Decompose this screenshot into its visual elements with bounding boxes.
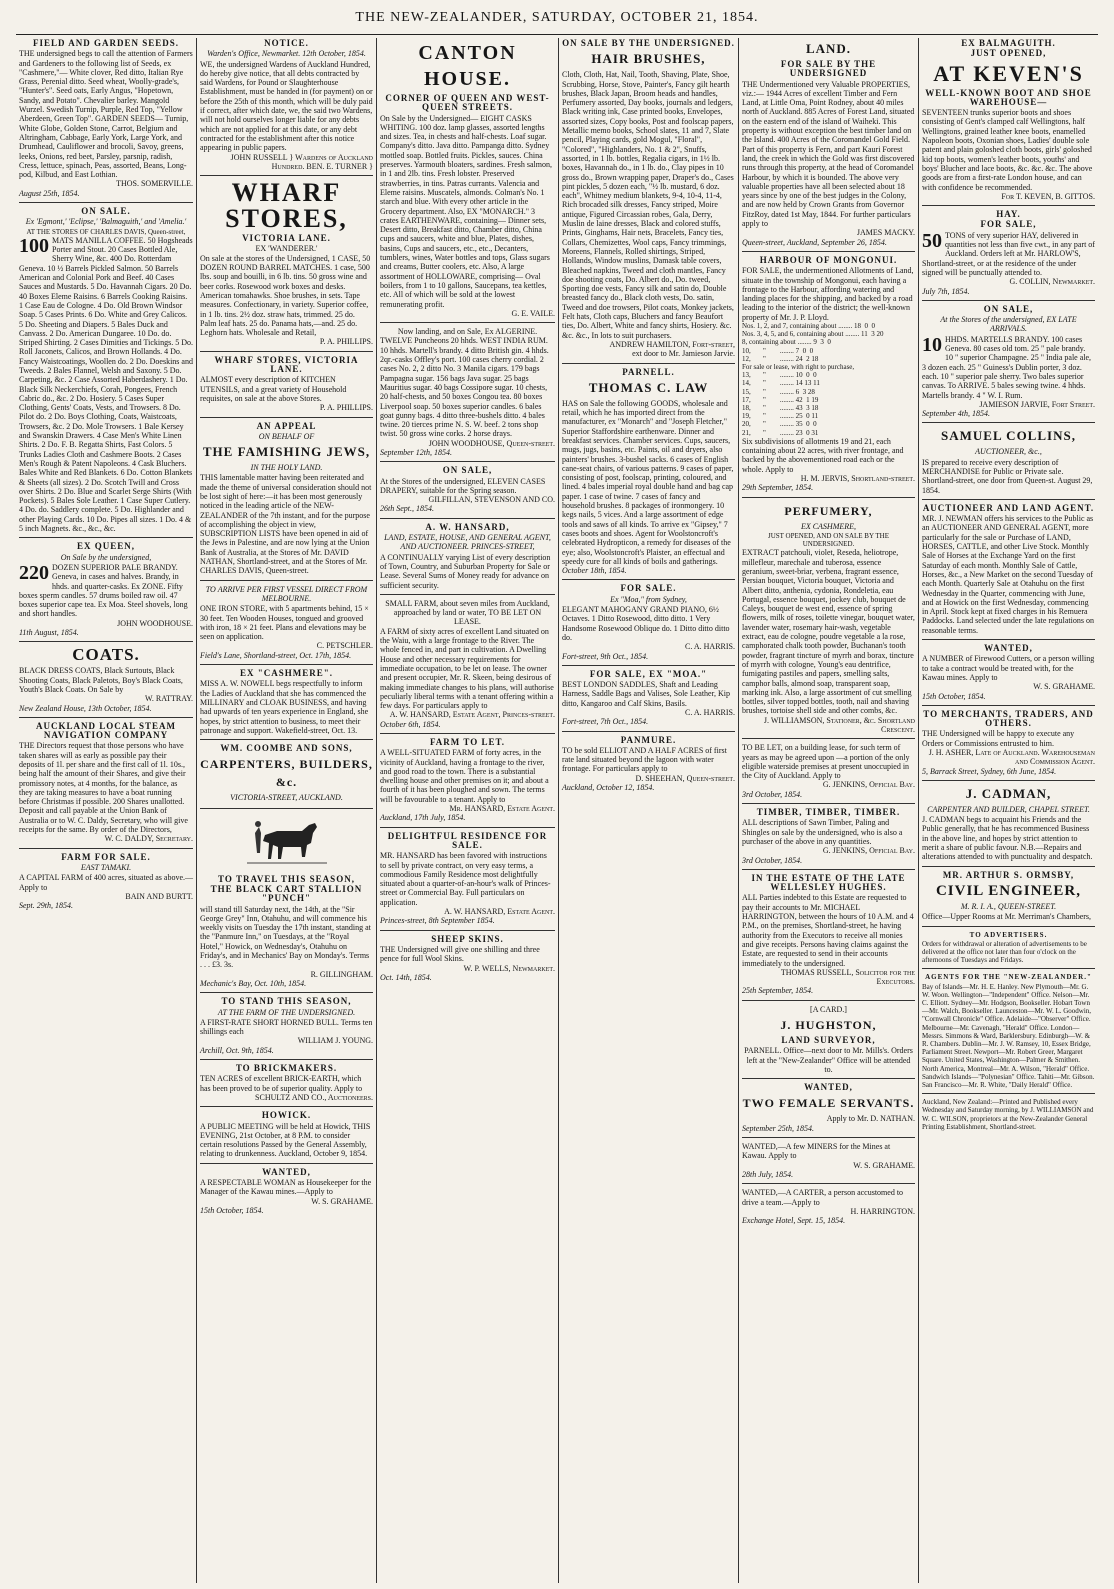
ad-body: THE undersigned begs to call the attention of Farmers and Gardeners to the following list of Seeds, ex "Cashmere,"— White clover, Red ditto, Italian Rye Grass, Perenial ditto. Seed wheat, Woolly-grade's, "Hunter's". Seed oats, Early Angus, "Hopetown, Sandy, and Potato". Chevalier barley. Mangold Wurzel. Swedish Turnip, Purple, Red Top, "Yellow Aberdeen, Green Top". GARDEN SEEDS— Turnip, White Globe, Golden Stone, Carrot, Belgium and Altringham, Cabbage, Early York, Large York, and Drumhead, Cauliflower and brocoli, Savoy, greens, leeks, Onions, red beet, Parsley, parsnip, radish, Cress, lettuce, spinach, Peas, assorted, Beans, Long-pod, Kilbud, and East Lothian.	[19, 49, 193, 180]
ad-date: Mechanic's Bay, Oct. 10th, 1854.	[200, 978, 307, 988]
ad-subheading: Ex "Moa," from Sydney,	[610, 594, 687, 604]
ad-perfumery	[742, 502, 915, 740]
ad-heading: TO STAND THIS SEASON,	[221, 996, 352, 1007]
ad-body: IS prepared to receive every description of MERCHANDISE for Public or Private sale. Shortland-street, one door from Queen-st. August 29, 1854.	[922, 457, 1093, 495]
allotment-row: 14, " ........ 14 13 11	[742, 379, 820, 388]
ad-heading: FARM FOR SALE.	[61, 851, 151, 862]
ad-headline: AT KEVEN'S	[933, 60, 1084, 86]
ad-firewood-cutters	[922, 644, 1095, 706]
ad-date: 5, Barrack Street, Sydney, 6th June, 1854.	[922, 766, 1057, 776]
ad-signature: W. C. DALDY, Secretary.	[104, 834, 193, 844]
ad-heading: ON SALE.	[81, 206, 131, 217]
ad-big-number: 50	[922, 229, 942, 252]
ad-headline: THOMAS C. LAW	[588, 379, 709, 395]
ad-heading: IN THE ESTATE OF THE LATE WELLESLEY HUGHES.	[751, 872, 906, 893]
ad-body: ALL descriptions of Sawn Timber, Paling and Shingles on sale by the undersigned, who is also a purchaser of the above in any quantities.	[742, 818, 903, 846]
ad-heading: ON SALE,	[983, 303, 1034, 314]
ad-body: A FARM of sixty acres of excellent Land situated on the Waiu, with a large frontage to the River. The whole fenced in, and part in cultivation. A Dwelling House and other necessary requirements for immediate occupation, to be let on lease. The owner and present occupier, Mr. R. Skeen, being desirous of making immediate changes to his plans, will authorise peculiarly liberal terms with a tenant offering within a few days. For particulars apply to	[380, 626, 554, 711]
ad-subheading: AUCTIONEER, &c.,	[975, 447, 1042, 457]
ad-thomas-law	[562, 368, 735, 581]
ad-heading: HOWICK.	[261, 1110, 312, 1121]
ad-date: 25th September, 1854.	[742, 986, 814, 996]
ad-body: THE Directors request that those persons who have taken shares will as early as possible pay their deposits of 1l. per share and the first call of 1l. 10s., being half the amount of their Shares, and give their promissory notes, at 4 months, for the balance, as they are taking measures to have a boat running before Christmas if possible. 200 Shares unallotted. Deposit and call payable at the Union Bank of Australia or to W. C. Daldy, Secretary, who will give receipts for the same. By order of the Directors,	[19, 741, 188, 835]
ad-headline: SAMUEL COLLINS,	[941, 428, 1076, 444]
ad-date: Fort-street, 9th Oct., 1854.	[562, 651, 649, 661]
ad-subheading: At the Stores of the undersigned, EX LATE ARRIVALS.	[940, 315, 1077, 334]
ad-subheading: Warden's Office, Newmarket. 12th October, 1854.	[207, 49, 366, 59]
column-3	[376, 38, 558, 1583]
ad-heading: PERFUMERY,	[784, 503, 873, 518]
printer-imprint: Auckland, New Zealand:—Printed and Published every Wednesday and Saturday morning, by J. WILLIAMSON and W. C. WILSON, proprietors at the New-Zealander General Printing Establishment, Shortland-street.	[922, 1098, 1094, 1131]
ad-heading: WM. COOMBE AND SONS,	[220, 743, 353, 754]
ad-body: Cloth, Cloth, Hat, Nail, Tooth, Shaving, Plate, Shoe, Scrubbing, Horse, Stove, Painter's, Fancy gilt hearth brushes, Black Japan, Broom heads and handles, Perfumery assorted, Day books, journals and ledgers, Black writing ink, Case printed books, Envelopes, assorted sizes, Copy books, Post and foolscap papers, Metallic memo books, School slates, 11 and 7, Slate pencil, Playing cards, gold Mogul, "Floral", "Colored", "Highlanders, No. 1 & 2", Snuffs, assorted, in 1 lb. bottles, Regalia cigars, in 1½ lb. boxes, Havannah do., in 1 lb. do., Clay pipes in 10 gross do., Brown wrapping paper, Draper's do., Cases pint pickles, 5 dozen each, "½ lb. mustard, 6 doz. each", Whitney medium blankets, 9-4, 10-4, 11-4, Rich brocaded silk dresses, Fancy striped, Moire antique, Figured Circassian robes, Gala, Derry, Muslin de laine dresses, Black and colored stuffs, Prints, Ginghams, Hair nets, Bracelets, Fancy ties, Collars, Chemizettes, Wool caps, Fancy trimmings, Moreens, Flannels, Rolled shirtings, Striped, Hollands, Window muslins, Damask table covers, Bleached napkins, Tweed and cloth mantles, Fancy doe shooting coats, Do. Albert do., Do. tweed, Sporting doe vests, Fancy silk and satin do, Double breasted fancy do., Black cloth vests, Do. satin, Tweed and doe trowsers, Pilot coats, Monkey jackets, Felt hats, Cloth caps, Bluchers and fancy Beaufort ties, Do. Albert, White and fancy shirts, Hosiery. &c. &c. &c., In lots to suit purchasers.	[562, 70, 734, 340]
newspaper-columns	[16, 38, 1098, 1583]
ad-big-number: 100	[19, 234, 49, 257]
ad-signature: A. W. HANSARD, Estate Agent.	[444, 907, 555, 917]
ad-subheading: VICTORIA LANE.	[242, 233, 331, 244]
ad-signature: ANDREW HAMILTON, Fort-street,	[609, 339, 735, 349]
allotment-row: 17, " ........ 42 1 19	[742, 395, 819, 404]
ad-date: August 25th, 1854.	[19, 188, 80, 198]
ad-hay	[922, 210, 1095, 301]
ad-body: WE, the undersigned Wardens of Auckland Hundred, do hereby give notice, that all debts contracted by said Wardens, for Pound or Slaughterhouse Establishment, must be handed in (for payment) on or before the 25th of this month, which will be duly paid if correct, after which date, we, the said two Wardens, will not hold ourselves longer liable for any debts which are not applied for at this date, or any debt contracted for the establishment after this notice appearing in public papers.	[200, 59, 373, 153]
ad-heading: TO BRICKMAKERS.	[235, 1063, 338, 1074]
ad-subheading: JUST OPENED, AND ON SALE BY THE UNDERSIGNED.	[767, 531, 890, 549]
ad-subheading: FOR SALE BY THE UNDERSIGNED	[780, 59, 877, 79]
ad-date: 3rd October, 1854.	[742, 789, 803, 799]
ad-brickmakers	[200, 1064, 373, 1107]
ad-sheep-skins	[380, 935, 555, 986]
ad-newman-auctioneer	[922, 504, 1095, 640]
ad-signature: THOMAS RUSSELL, Solicitor for the Executors.	[780, 967, 915, 987]
ad-signature: W. S. GRAHAME.	[1033, 682, 1095, 692]
ad-date: Auckland, October 12, 1854.	[562, 783, 655, 793]
ad-big-number: 10	[922, 333, 942, 356]
ad-subheading: IN THE HOLY LAND.	[250, 463, 323, 473]
column-4	[558, 38, 738, 1583]
ad-subheading: JUST OPENED,	[970, 48, 1047, 59]
ad-headline: CARPENTERS, BUILDERS, &c.	[200, 757, 373, 790]
ad-subheading: AT THE FARM OF THE UNDERSIGNED.	[217, 1007, 356, 1017]
ad-signature: JAMES MACKY.	[856, 228, 915, 238]
ad-heading: AN APPEAL	[256, 420, 317, 431]
ad-coats	[19, 646, 193, 717]
ad-heading: FOR SALE.	[620, 583, 677, 594]
ad-heading: EX QUEEN,	[76, 541, 135, 552]
ad-signature: GILFILLAN, STEVENSON AND CO.	[428, 495, 555, 505]
ad-samuel-collins	[922, 427, 1095, 499]
ad-signature: W. S. GRAHAME.	[311, 1196, 373, 1206]
ad-merchants-traders	[922, 710, 1095, 781]
ad-headline: CIVIL ENGINEER,	[935, 882, 1082, 899]
ad-body: EXTRACT patchouli, violet, Reseda, heliotrope, millefleur, marechale and tuberosa, essence geranium, sweet-briar, verbena, fragrant essence, Persian bouquet, Victoria bouquet, Victoria and Albert ditto, anthenia, cydonia, Rondeletia, eau Portugal, essence bouquet, jockey club, bouquet de Caleys, bouquet de west end, essence of spring flowers, milk of roses, toilette vinegar, bouquet water, lavender water, rosemary hair-wash, vegetable extract, eau de cologne, poudre vegetable a la rose, camphorated chalk tooth powder, Buchanan's tooth powder, fragrant tincture of myrrh and borax, tincture of myrrh with cologne, Young's eau dentrifice, fumigating pastiles and papers, smelling salts, camphor balls, almond soap, transparent soap, marking ink. Also, a large assortment of cut smelling bottles, silver topped bottles, tooth, nail and shaving brushes, tortoise shell side and other combs, &c.	[742, 548, 915, 716]
ad-body: ALL Parties indebted to this Estate are requested to pay their accounts to Mr. MICHAEL HARRINGTON, between the hours of 10 A.M. and 4 P.M., on the premises, Shortland-street, he having authority from the Executors to receive all monies and give receipts. Persons having claims against the Estate, are requested to send in their accounts immediately to the undersigned.	[742, 893, 914, 968]
ad-body: HAS on Sale the following GOODS, wholesale and retail, which he has imported direct from the manufacturer, ex "Monarch" and "Joseph Fletcher," Superior Staffordshire earthenware. Dinner and breakfast services. Chamber services. Cups, saucers, mugs, jugs, basins, etc. Paints, oil and dryers, also painters' brushes. 3-bushel sacks. 6 cases of English cane-seat chairs, of various patterns. 9 cases of paper, consisting of post, foolscap, printing, coloured, and lined. 4 bales imperial royal double hand and bag cap paper. 1 case of twine. 7 cases of fancy and household brushes. 8 packages of ironmongery. 10 kegs nails, 5 vices. And a large assortment of edge tools and saws of all kinds. To arrive ex "Gipsey," 7 cases boots and shoes. Agent for Woolstoncroft's celebrated Hydropticon, a remedy for diseases of the eye; also, Woolstoncroft's Plaister, an effectual and speedy cure for all kinds of boils and gatherings.	[562, 398, 734, 566]
ad-subheading: On Sale by the undersigned,	[60, 552, 152, 562]
ad-heading: DELIGHTFUL RESIDENCE FOR SALE.	[387, 830, 548, 850]
ad-body: PARNELL. Office—next door to Mr. Mills's. Orders left at the "New-Zealander" Office will be attended to.	[744, 1046, 913, 1074]
ad-date: July 7th, 1854.	[922, 286, 970, 296]
ad-subheading: LAND SURVEYOR,	[781, 1035, 876, 1045]
ad-big-number: 220	[19, 561, 49, 584]
ad-wanted-carter	[742, 1188, 915, 1229]
allotment-row: 21, " ........ 23 0 31	[742, 428, 819, 437]
allotment-row: For sale or lease, with right to purchase,	[742, 363, 855, 372]
ad-body: THIS lamentable matter having been reiterated and made the theme of universal consideration should not be lost sight of here:—it has been most generously noticed in the leading article of the NEW-ZEALANDER of the 7th instant, and for the purpose of accomplishing the object in view, SUBSCRIPTION LISTS have been opened in aid of the Jews in Palestine, and are now lying at the Union Bank of Australia, at the Stores of Mr. DAVID NATHAN, Shortland-street, and at the Stores of Mr. CHARLES DAVIS, Queen-street.	[200, 473, 372, 576]
ad-heading: FOR SALE, EX "MOA."	[589, 668, 708, 679]
ad-late-arrivals	[922, 305, 1095, 424]
ad-body: On Sale by the Undersigned— EIGHT CASKS WHITING. 100 doz. lamp glasses, assorted lengths and sizes. Tea, in chests and half-chests. Loaf sugar. Company's ditto. Java ditto. Pampanga ditto. Sydney mottled soap. Bottled fruits. Pickles, sauces. China preserves. Yarmouth bloaters, sardines. Fresh salmon, in 1 and 2lb. tins. Fresh lobster. Preserved strawberries, in tins. Patras currants. Valencia and Eleme raisins. Muscatels, almonds. Colman's No. 1 starch and blue. With every other article in the Grocery department. Also, EX "MONARCH." 3 crates EARTHENWARE, containing— Dinner sets, Desert ditto, Breakfast ditto, Chamber ditto, China cups and saucers, white and blue, Plates, dishes, basins, Cups and saucers, etc., etc., Decanters, tumblers, wines, Water bottles and tops, Glass sugars and creams, Butter coolers, etc. Also, A large assortment of HOLLOWARE, comprising— Oval boilers, from 1 to 10 gallons, Saucepans, tea kettles, etc. All of which will be sold at the lowest remunerating profit.	[380, 113, 552, 309]
ad-date: Oct. 14th, 1854.	[380, 972, 432, 982]
ad-subheading: EX 'WANDERER.'	[255, 244, 318, 254]
ad-kevens-boots	[922, 39, 1095, 206]
ad-signature: W. RATTRAY.	[145, 694, 193, 704]
ad-body: MATS MANILLA COFFEE. 50 Hogsheads Porter and Stout. 20 Cases Bottled Ale, Sherry Wine, &c. 400 Do. Rotterdam Geneva. 10 ½ Barrels Pickled Salmon. 50 Barrels American and Colonial Pork and Beef. 40 Cases Sauces and Mustards. 5 Do. Havannah Cigars. 20 Do. 40 Boxes Eleme Raisins. 6 Barrels Cooking Raisins. 1 Case Eau de Cologne. 4 Do. Old Brown Windsor Soap. 5 Cases Prints. 6 Do. White and Grey Calicos. 5 Do. Sheeting and Diapers. 5 Bales Duck and Canvass. 2 Do. American Dungaree. 10 Do. do. Striped Shirting. 2 Cases Dimities and Tickings. 5 Do. Roll Jaconets, Calicos, and Brown Hollands. 4 Do. Fancy Waistcoatings, Woollen do. 2 Do. Doeskins and Tweeds. 2 Bales Flannel, Welsh and Saxony. 5 Do. Carpeting, &c. 2 Case Assorted Haberdashery. 1 Do. Black Silk Neckerchiefs, Corah, Pongees, French Cabric do., &c. 2 Do. Hosiery. 5 Cases Super Clothing, Gents' Coats, Vests, and Trowsers. 8 Do. Pilot do. 2 Do. Boys Clothing, Coats, Waistcoats, Trowsers, &c. 2 Do. Mole Trowsers. 1 Bale Kersey and Swanskin Drawers. 4 Case Men's White Linen Shirts. 2 Do. F. B. Regatta Shirts, Fast Colors. 5 Trunks Ladies Cloth and Cashmere Boots. 2 Cases Men's Rough & Patent Napoleons. 4 Cask Bluchers. Bales White and Red Blankets. 6 Do. Cotton Blankets & Sheets (all sizes). 2 Do. Scotch Twill and Cross over Shirts. 2 Do. Blue and Scarlet Serge Shirts (With Pockets). 5 Bales Sole Leather. 1 Case Super Cutlery. 4 Do. do. Saddlery complete. 5 Do. Highlander and other Playing Cards. 10 Do. Pipes all sizes. 1 Do. 4 & 5 inch Magnets. &c., &c., &c.	[19, 235, 194, 534]
notice-to-advertisers	[922, 931, 1095, 970]
ad-body: TEN ACRES of excellent BRICK-EARTH, which has been proved to be of superior quality. Apply to	[200, 1074, 363, 1093]
ad-drapery	[380, 466, 555, 518]
ad-body: A CONTINUALLY varying List of every description of Town, Country, and Suburban Property for Sale or Lease. Several Sums of Money ready for advance on sufficient security.	[380, 552, 551, 590]
ad-on-sale-davis	[19, 207, 193, 538]
column-5	[738, 38, 918, 1583]
ad-date: New Zealand House, 13th October, 1854.	[19, 703, 152, 713]
allotment-row: 8, containing about ........ 9 3 0	[742, 338, 831, 347]
ad-cadman-builder	[922, 785, 1095, 867]
ad-heading: TO TRAVEL THIS SEASON,	[218, 873, 355, 884]
ad-heading: TO ARRIVE PER FIRST VESSEL DIRECT FROM MELBOURNE.	[205, 584, 368, 603]
ad-to-be-let	[742, 743, 915, 804]
ad-date: 11th August, 1854.	[19, 628, 79, 638]
ad-body: A WELL-SITUATED FARM of forty acres, in the vicinity of Auckland, having a frontage to the river, and good road to the town. There is a substantial dwelling house and other premises on it; and about a fourth of it has been ploughed and sown. The terms will be favourable to a tenant. Apply to	[380, 748, 549, 804]
ad-date: Fort-street, 7th Oct., 1854.	[562, 717, 649, 727]
ad-headline: J. CADMAN,	[965, 785, 1052, 801]
ad-headline: TWO FEMALE SERVANTS.	[742, 1096, 915, 1111]
masthead-rule	[16, 34, 1098, 35]
ad-date: Sept. 29th, 1854.	[19, 901, 73, 911]
column-1	[16, 38, 196, 1583]
allotment-row: Nos. 3, 4, 5, and 6, containing about ........ 11 3 20	[742, 330, 884, 339]
ad-body: will stand till Saturday next, the 14th, at the "Sir George Grey" Inn, Otahuhu, and will commence his weekly visits on Tuesday the 17th instant, standing at the "Panmure Inn," on Tuesdays, at the "Royal Hotel," Howick, on Wednesday's, Otahuhu on Friday's, and in Mechanics' Bay on Monday's. Terms . . . £3. 3s.	[200, 904, 371, 970]
ad-heading: [A CARD.]	[810, 1004, 847, 1014]
ad-date: September 4th, 1854.	[922, 409, 990, 419]
ad-wharf-stores	[200, 180, 373, 352]
ad-signature: H. HARRINGTON.	[850, 1206, 915, 1216]
ad-appeal-jews	[200, 422, 373, 581]
allotment-row: 15, " ........ 6 3 28	[742, 387, 815, 396]
ad-heading: A. W. HANSARD,	[425, 521, 510, 532]
ad-stallion-punch	[200, 813, 373, 994]
ad-date: 15th October, 1854.	[922, 691, 986, 701]
ad-signature: THOS. SOMERVILLE.	[116, 179, 193, 189]
column-2	[196, 38, 376, 1583]
ad-howick-meeting	[200, 1111, 373, 1163]
horse-illustration	[247, 813, 327, 871]
ad-date: 29th September, 1854.	[742, 483, 814, 493]
ad-signature: G. JENKINS, Official Bay.	[822, 846, 915, 856]
allotment-row: 12, " ........ 24 2 18	[742, 354, 819, 363]
ad-body: Orders for withdrawal or alteration of advertisements to be delivered at the office not later than four o'clock on the afternoons of Tuesdays and Fridays.	[922, 939, 1087, 965]
ad-wanted-miners	[742, 1142, 915, 1184]
ad-subheading: EX CASHMERE,	[800, 521, 857, 531]
allotment-row: 20, " ........ 35 0 0	[742, 420, 817, 429]
ad-heading: Now landing, and on Sale, Ex ALGERINE.	[397, 327, 538, 337]
ad-signature: H. M. JERVIS, Shortland-street.	[800, 474, 915, 484]
ad-signature: BAIN AND BURTT.	[125, 891, 193, 901]
ad-heading: AUCTIONEER AND LAND AGENT.	[922, 502, 1095, 513]
ad-body: Bay of Islands—Mr. H. E. Hanley. New Plymouth—Mr. G. W. Woon. Wellington—"Independent" Office. Nelson—Mr. C. Elliott. Sydney—Mr. Hodgson, Bookseller. Hobart Town—Mr. Walch, Bookseller. Launceston—Mr. W. L. Goodwin, "Cornwall Chronicle" Office. Adelaide—"Observer" Office. Melbourne—Mr. Cavenagh, "Herald" Office. London—Messrs. Simmons & Ward, Barklersbury. Edinburgh—W. & R. Chambers. Dublin—Mr. J. W. Ramsey, 10, Essex Bridge, Parliament Street. Newport—Mr. Robert Greer, Margaret Square. United States, Washington—Palmer & Smithen. North America, Montreal—Mr. A. Wilson, "Herald" Office. Sandwich Islands—"Polynesian" Office. Tahiti—Mr. Gibson. San Francisco—Mr. R. White, "Daily Herald" Office.	[922, 982, 1095, 1090]
ad-heading: COATS.	[72, 645, 140, 665]
ad-date: September 25th, 1854.	[742, 1123, 814, 1133]
ad-melbourne-iron-store	[200, 585, 373, 665]
ad-date: Archill, Oct. 9th, 1854.	[200, 1045, 274, 1055]
ad-address: ext door to Mr. Jamieson Jarvie.	[632, 349, 735, 359]
ad-date: 28th July, 1854.	[742, 1169, 794, 1179]
ad-body: ONE IRON STORE, with 5 apartments behind, 15 × 30 feet. Ten Wooden Houses, tongued and grooved with iron, 18 × 21 feet. Plans and elevations may be seen on application.	[200, 604, 369, 642]
ad-heading: TO MERCHANTS, TRADERS, AND OTHERS.	[923, 708, 1094, 729]
ad-signature: D. SHEEHAN, Queen-street.	[635, 773, 735, 783]
ad-signature: G. COLLIN, Newmarket.	[1009, 277, 1095, 287]
ad-body: Apply to Mr. D. NATHAN.	[826, 1114, 915, 1124]
ad-ormsby-engineer	[922, 871, 1095, 927]
ad-heading: HARBOUR OF MONGONUI.	[759, 254, 898, 265]
ad-heading: EX BALMAGUITH.	[961, 38, 1056, 48]
ad-heading: SHEEP SKINS.	[431, 933, 504, 944]
ad-body: A RESPECTABLE WOMAN as Housekeeper for the Manager of the Kawau mines.—Apply to	[200, 1178, 372, 1197]
ad-heading: WANTED,	[984, 643, 1033, 654]
ad-signature: C. A. HARRIS.	[684, 708, 735, 717]
agents-list	[922, 973, 1095, 1094]
ad-signature: J. H. ASHER, Late of Auckland. Warehouseman and Commission Agent.	[928, 748, 1095, 767]
ad-hair-brushes	[562, 39, 735, 364]
ad-subheading: WELL-KNOWN BOOT AND SHOE WAREHOUSE—	[925, 87, 1092, 107]
ad-date: September 12th, 1854.	[380, 447, 452, 457]
ad-heading: SMALL FARM, about seven miles from Auckland, approached by land or water, TO BE LET ON LEASE.	[385, 598, 550, 627]
ad-signature: A. W. HANSARD, Estate Agent, Princes-street.	[389, 710, 555, 720]
ad-body: ELEGANT MAHOGANY GRAND PIANO, 6½ Octaves. 1 Ditto Rosewood, ditto ditto. 1 Very Handsome Rosewood Oblique do. 1 Ditto ditto ditto do.	[562, 605, 730, 642]
ad-algerine-rum	[380, 327, 555, 462]
ad-signature: For T. KEVEN, B. GITTOS.	[1001, 191, 1095, 201]
ad-signature: JOHN WOODHOUSE, Queen-street.	[428, 438, 555, 448]
ad-subheading: Ex 'Egmont,' 'Eclipse,' 'Balmaguith,' and 'Amelia.'	[25, 217, 187, 227]
ad-body: SEVENTEEN trunks superior boots and shoes consisting of Gent's clamped calf Wellingtons, half Wellingtons, grained leather knee boots, enamelled Napoleon boots, Oxonian shoes, Ladies' double sole patent and plain goloshed cloth boots, girls' goloshed kid top boots, women's leather boots, youths' and boys' Blucher and lace boots, &c. &c. &c. The above goods are from a first-rate London house, and can with confidence be recommended.	[922, 108, 1093, 192]
ad-subheading: ON BEHALF OF	[258, 431, 315, 441]
ad-heading: FARM TO LET.	[429, 737, 506, 747]
ad-signature: Mr. HANSARD, Estate Agent.	[449, 804, 555, 814]
allotment-row: Nos. 1, 2, and 7, containing about ........ 18 0 0	[742, 322, 875, 331]
ad-body: THE Undermentioned very Valuable PROPERTIES, viz.:— 1944 Acres of excellent Timber and Fern Land, at Little Oma, Point Rodney, about 40 miles north of Auckland. 885 Acres of Forest Land, situated on the eastern end of the island of Waiheki. This property is without exception the best timber land on the Island. 400 Acres of the Coromandel Gold Field. Part of this property is Fern, and part Kauri Forest land, the creek in which the Gold was first discovered runs through this property, at the head of Coromandel Harbour, by which it is bounded. The above very valuable properties have all been selected about 18 years since by one of the best judges in the Colony, and are now held by Crown Grants from Governor FitzRoy, dated 1st May, 1844. For further particulars apply to	[742, 79, 915, 229]
ad-body: THE Undersigned will give one shilling and three pence for full Wool Skins.	[380, 944, 540, 964]
ad-subheading: FOR SALE,	[980, 219, 1037, 230]
ad-date: 15th October, 1854.	[200, 1205, 264, 1215]
allotment-row: 19, " ........ 25 0 11	[742, 412, 819, 421]
ad-body: THE Undersigned will be happy to execute any Orders or Commissions entrusted to him.	[922, 729, 1075, 748]
ad-wanted-housekeeper	[200, 1168, 373, 1219]
ad-hughston-surveyor	[742, 1005, 915, 1079]
ad-subheading: LAND, ESTATE, HOUSE, AND GENERAL AGENT, AND AUCTIONEER. PRINCES-STREET,	[384, 533, 551, 552]
ad-signature: SCHULTZ AND CO., Auctioneers.	[255, 1092, 373, 1102]
ad-millinery	[200, 669, 373, 740]
ad-heading: PARNELL.	[622, 366, 675, 377]
allotment-row: 13, " ........ 10 0 0	[742, 371, 817, 380]
ad-harbour-mongonui	[742, 256, 915, 498]
ad-farm-for-sale	[19, 853, 193, 915]
allotment-row: 18, " ........ 43 3 18	[742, 404, 819, 413]
ad-headline: HAIR BRUSHES,	[591, 51, 706, 67]
ad-steam-navigation	[19, 722, 193, 849]
ad-subheading: EAST TAMAKI.	[80, 862, 132, 872]
ad-timber	[742, 808, 915, 870]
ad-body: MISS A. W. NOWELL begs respectfully to inform the Ladies of Auckland that she has commenced the MILLINARY and CLOAK BUSINESS, and having had upwards of ten years experience in England, she hopes, by strict attention to business, to meet their patronage and support. Wakefield-street, Oct. 13.	[200, 679, 369, 735]
ad-date: October 6th, 1854.	[380, 719, 441, 729]
ad-signature: JOHN RUSSELL } Wardens of Auckland Hundred. BEN. E. TURNER }	[230, 152, 373, 171]
ad-heading: WANTED,	[804, 1082, 853, 1093]
ad-subheading: CARPENTER AND BUILDER, CHAPEL STREET.	[927, 804, 1090, 814]
ad-heading: NOTICE.	[264, 38, 309, 48]
ad-body: A CAPITAL FARM of 400 acres, situated as above.—Apply to	[19, 873, 193, 892]
ad-panmure	[562, 736, 735, 797]
ad-body: ALMOST every description of KITCHEN UTENSILS, and a great variety of Household requisites, on sale at the above Stores.	[200, 375, 347, 403]
ad-land-for-sale	[742, 40, 915, 252]
ad-signature: R. GILLINGHAM.	[310, 969, 373, 979]
ad-signature: JAMIESON JARVIE, Fort Street.	[979, 399, 1095, 409]
ad-female-servants	[742, 1083, 915, 1138]
ad-body: HHDS. MARTELLS BRANDY. 100 cases Geneva. 80 cases old tom. 25 " pale brandy. 10 " superior Champagne. 25 " India pale ale, 3 dozen each. 25 " Guiness's Dublin porter, 3 doz. each. 10 " superior pale sherry. Two bales superior canvas. To ARRIVE. 5 bales sewing twine. 4 hhds. Martells brandy. 4 " W. I. Rum.	[922, 334, 1092, 400]
ad-signature: C. PETSCHLER.	[316, 641, 373, 651]
ad-heading: AUCKLAND LOCAL STEAM NAVIGATION COMPANY	[35, 720, 176, 741]
ad-body: TWELVE Puncheons 20 hhds. WEST INDIA RUM. 10 hhds. Martell's brandy. 4 ditto British gin. 4 hhds. 2qr.-casks Offley's port. 100 cases cherry cordial. 2 cases No. 2, 2 ditto No. 3 Manila cigars. 179 bags Pampagna sugar. 156 bags Java sugar. 25 bags Mauritius sugar. 40 bags Cossipore sugar. 10 chests, 20 half-chests, and 50 boxes Congou tea. 80 boxes Liverpool soap. 50 boxes superior candles. 6 bales goat gunny bags. 4 ditto three-bushels ditto. 4 bales twine. 20 tierces prime N. S. W. beef. 2 tons shop twist. 50 gross wine corks. 2 horse drays.	[380, 336, 549, 439]
ad-body: Six subdivisions of allotments 19 and 21, each containing about 22 acres, with river frontage, and backed by the abovementioned road each or the whole. Apply to	[742, 436, 904, 474]
ad-heading: CANTON HOUSE.	[418, 42, 517, 90]
ad-signature: W. S. GRAHAME.	[853, 1160, 915, 1170]
ad-body: TO BE LET, on a building lease, for such term of years as may be agreed upon —a portion of the only eligible waterside premises at present unoccupied in the City of Auckland. Apply to	[742, 743, 910, 781]
ad-body: A FIRST-RATE SHORT HORNED BULL. Terms ten shillings each	[200, 1017, 373, 1037]
ad-body: TO be sold ELLIOT AND A HALF ACRES of first rate land situated beyond the lagoon with water frontage. For particulars apply to	[562, 745, 727, 774]
column-6	[918, 38, 1098, 1583]
ad-farm-to-let	[380, 738, 555, 828]
ad-signature: J. WILLIAMSON, Stationer, &c. Shortland Crescent.	[763, 715, 915, 734]
ad-coombe-carpenters	[200, 744, 373, 809]
ad-signature: P. A. PHILLIPS.	[319, 337, 373, 347]
ad-canton-house	[380, 40, 555, 323]
ad-small-farm	[380, 599, 555, 734]
ad-body: A PUBLIC MEETING will be held at Howick, THIS EVENING, 21st October, at 8 P.M. to consider certain resolutions Passed by the General Assembly, relating to drunkenness. Auckland, October 9, 1854.	[200, 1121, 371, 1159]
ad-date: Exchange Hotel, Sept. 15, 1854.	[742, 1216, 846, 1226]
ad-subheading: M. R. I. A., QUEEN-STREET.	[960, 901, 1057, 911]
ad-notice-wardens	[200, 39, 373, 176]
ad-delightful-residence	[380, 832, 555, 931]
ad-body: WANTED,—A few MINERS for the Mines at Kawau. Apply to	[742, 1142, 891, 1161]
ad-signature: W. P. WELLS, Newmarket.	[463, 963, 555, 973]
ad-wharf-stores-kitchen	[200, 356, 373, 418]
ad-hansard-agent	[380, 523, 555, 595]
ad-body: TONS of very superior HAY, delivered in quantities not less than five cwt., in any part of Auckland. Orders left at Mr. HARLOW'S, Shortland-street, or at the residence of the under signed will be punctually attended to.	[922, 230, 1095, 277]
ad-subheading: AT THE STORES OF CHARLES DAVIS, Queen-street,	[26, 227, 186, 236]
ad-headline: J. HUGHSTON,	[780, 1018, 877, 1032]
ad-signature: P. A. PHILLIPS.	[319, 403, 373, 413]
ad-signature: C. A. HARRIS.	[684, 642, 735, 652]
ad-signature: G. E. VAILE.	[511, 308, 555, 318]
ad-date: 3rd October, 1854.	[742, 855, 803, 865]
ad-body: FOR SALE, the undermentioned Allotments of Land, situate in the township of Mongonui, each having a frontage to the Harbour, affording watering and landing places for the shipping, and backed by a road leading to the interior of the district; the well-known property of Mr. J. P. Lloyd.	[742, 266, 914, 322]
ad-signature: G. JENKINS, Official Bay.	[822, 780, 915, 790]
ad-field-garden-seeds	[19, 39, 193, 203]
ad-heading: TO ADVERTISERS.	[969, 930, 1048, 939]
ad-subheading: CORNER OF QUEEN AND WEST-QUEEN STREETS.	[385, 93, 550, 113]
ad-subheading: VICTORIA-STREET, AUCKLAND.	[230, 793, 343, 803]
ad-body: At the Stores of the undersigned, ELEVEN CASES DRAPERY, suitable for the Spring season.	[380, 476, 546, 495]
ad-body: MR. J. NEWMAN offers his services to the Public as an AUCTIONEER AND GENERAL AGENT, more particularly for the sale or Purchase of LAND, HORSES, CATTLE, and other Live Stock. Monthly Sale of Horses at the Exchange Yard on the first Saturday of each month. Monthly Sale of Cattle, Horses, &c., a New Market on the second Tuesday of each Month. Quarterly Sale at Otahuhu on the first Wednesday in the Quarter, commencing with June, and at Howick on the first Wednesday, commencing in April. Stock kept at fixed charges in his Remuera Paddocks. Land selected under the late regulations on reasonable terms.	[922, 514, 1094, 635]
ad-heading: WHARF STORES, VICTORIA LANE.	[214, 354, 359, 375]
allotment-table	[742, 322, 915, 437]
ad-heading: EX "CASHMERE".	[239, 668, 333, 679]
ad-heading: PANMURE.	[620, 734, 677, 745]
ad-short-horned-bull	[200, 997, 373, 1060]
allotment-row: 10, " ........ 7 0 0	[742, 346, 814, 355]
ad-body: WANTED,—A CARTER, a person accustomed to drive a team.—Apply to	[742, 1188, 904, 1207]
ad-signature: WILLIAM J. YOUNG.	[297, 1036, 373, 1046]
ad-headline: THE FAMISHING JEWS,	[202, 444, 371, 460]
ad-date: Queen-street, Auckland, September 26, 1854.	[742, 237, 887, 247]
ad-body: Office—Upper Rooms at Mr. Merriman's Chambers,	[922, 912, 1092, 922]
ad-body: BLACK DRESS COATS, Black Surtouts, Black Shooting Coats, Black Paletots, Boy's Black Coats, Youth's Black Coats. On Sale by	[19, 666, 183, 694]
ad-heading: WHARF STORES,	[225, 178, 348, 234]
ad-subheading: THE BLACK CART STALLION "PUNCH"	[210, 884, 363, 904]
ad-heading: AGENTS FOR THE "NEW-ZEALANDER."	[925, 973, 1092, 982]
ad-body: A NUMBER of Firewood Cutters, or a person willing to take a contract would be treated with, for the Kawau mines. Apply to	[922, 654, 1095, 682]
ad-date: Auckland, 17th July, 1854.	[380, 813, 466, 823]
ad-body: J. CADMAN begs to acquaint his Friends and the Public generally, that he has recommenced Business in the above line, and hopes by strict attention to merit a share of public favour. N.B.—Repairs and alterations attended to with punctuality and despatch.	[922, 815, 1093, 862]
ad-date: Field's Lane, Shortland-street, Oct. 17th, 1854.	[200, 650, 352, 660]
ad-heading: HAY.	[996, 209, 1021, 220]
ad-body: MR. HANSARD has been favored with instructions to sell by private contract, on very easy terms, a commodious Family Residence most delightfully situated about a quarter-of-an-hour's walk of Princes-street or Commercial Bay. Full particulars on application.	[380, 851, 551, 907]
ad-body: On sale at the stores of the Undersigned, 1 CASE, 50 DOZEN ROUND BARREL MATCHES. 1 case, 500 lbs. soup and bouilli, in 6 lb. tins. 50 gross wine and beer corks. Rosewood work boxes and desks. American tomahawks. Shoe brushes, in sets. Tape measures. Confectionary, in variety. Superior coffee, in 1 lb. tins. 2½ doz. straw hats, trimmed. 25 do. Palm leaf hats. 25 do. Panama hats,—and. 25 do. Leghorn hats. Wholesale and Retail,	[200, 253, 371, 338]
masthead: THE NEW-ZEALANDER, SATURDAY, OCTOBER 21, 1854.	[355, 10, 759, 25]
ad-ex-queen	[19, 542, 193, 642]
ad-body: BEST LONDON SADDLES, Shaft and Leading Harness, Saddle Bags and Valises, Sole Leather, Kip ditto, Kangaroo and Calf Skins, Basils.	[562, 680, 730, 708]
ad-body: DOZEN SUPERIOR PALE BRANDY. Geneva, in cases and halves. Brandy, in hhds. and quarter-casks. Ex ZONE. Fifty boxes sperm candles. 57 drums boiled raw oil. 47 boxes superior cape tea. Ex Moa. Steel shovels, long and short handles.	[19, 562, 188, 619]
ad-heading: MR. ARTHUR S. ORMSBY,	[942, 869, 1075, 880]
ad-heading: ON SALE,	[442, 465, 493, 476]
ad-heading: ON SALE BY THE UNDERSIGNED.	[562, 38, 735, 48]
ad-london-saddles	[562, 670, 735, 732]
ad-heading: TIMBER, TIMBER, TIMBER.	[756, 807, 901, 818]
ad-estate-hughes	[742, 874, 915, 1001]
ad-heading: WANTED,	[262, 1166, 311, 1177]
ad-heading: FIELD AND GARDEN SEEDS.	[32, 38, 180, 48]
ad-heading: LAND.	[805, 41, 852, 56]
ad-signature: JOHN WOODHOUSE.	[117, 618, 193, 628]
ad-date: October 18th, 1854.	[562, 566, 627, 576]
ad-date: Princes-street, 8th September 1854.	[380, 916, 495, 926]
ad-grand-piano	[562, 584, 735, 665]
ad-date: 26th Sept., 1854.	[380, 504, 434, 514]
